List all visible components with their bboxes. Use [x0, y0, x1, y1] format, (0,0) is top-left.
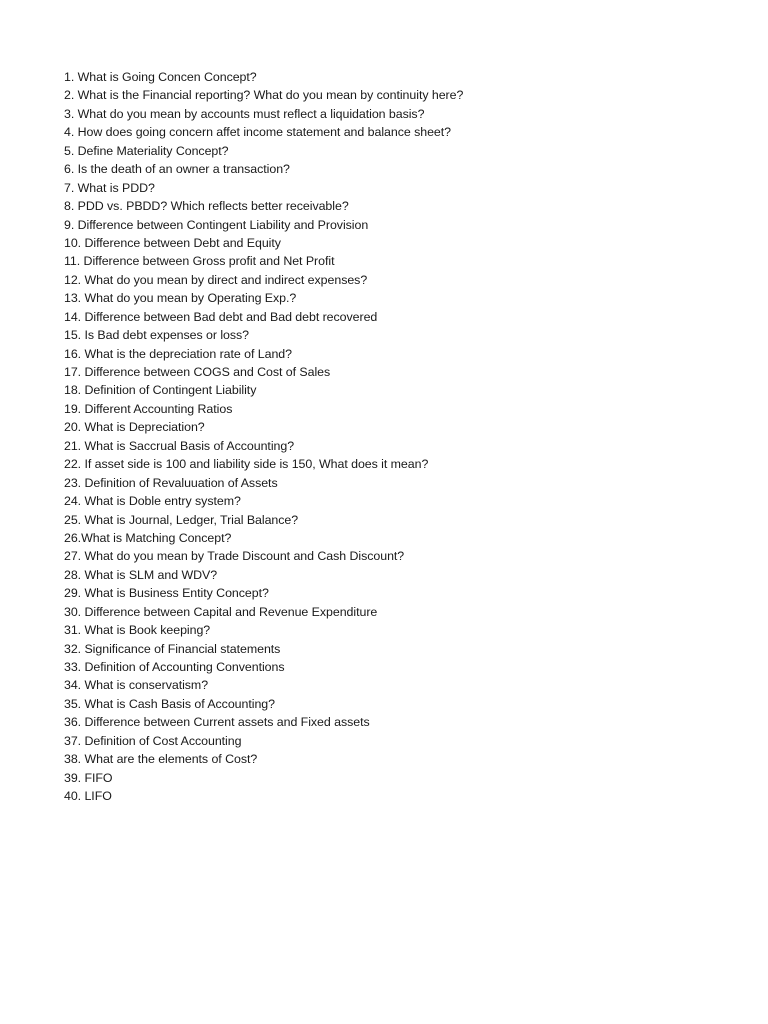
question-item: 12. What do you mean by direct and indirect expenses? — [64, 272, 368, 287]
question-item: 16. What is the depreciation rate of Land? — [64, 346, 292, 361]
question-item: 11. Difference between Gross profit and Net Profit — [64, 254, 335, 269]
question-item: 33. Definition of Accounting Conventions — [64, 660, 285, 674]
question-item: 14. Difference between Bad debt and Bad debt recovered — [64, 309, 378, 324]
question-item: 35. What is Cash Basis of Accounting? — [64, 696, 275, 711]
question-item: 15. Is Bad debt expenses or loss? — [64, 328, 250, 343]
question-item: 26.What is Matching Concept? — [64, 530, 232, 545]
question-item: 6. Is the death of an owner a transaction? — [64, 162, 290, 177]
question-item: 22. If asset side is 100 and liability side is 150, What does it mean? — [64, 457, 429, 472]
question-list — [64, 68, 463, 806]
question-item: 34. What is conservatism? — [64, 678, 209, 693]
question-item: 40. LIFO — [64, 789, 112, 804]
question-item: 18. Definition of Contingent Liability — [64, 383, 257, 398]
question-item: 37. Definition of Cost Accounting — [64, 733, 242, 748]
question-item: 27. What do you mean by Trade Discount and Cash Discount? — [64, 549, 405, 564]
question-item: 1. What is Going Concen Concept? — [64, 70, 257, 84]
question-item: 39. FIFO — [64, 770, 113, 785]
question-item: 30. Difference between Capital and Revenue Expenditure — [64, 604, 378, 619]
question-item: 5. Define Materiality Concept? — [64, 143, 229, 158]
question-item: 17. Difference between COGS and Cost of Sales — [64, 365, 331, 379]
question-item: 23. Definition of Revaluuation of Assets — [64, 475, 278, 490]
question-item: 38. What are the elements of Cost? — [64, 752, 258, 767]
question-item: 28. What is SLM and WDV? — [64, 567, 218, 582]
question-item: 9. Difference between Contingent Liability and Provision — [64, 217, 369, 232]
question-item: 31. What is Book keeping? — [64, 623, 211, 638]
question-item: 25. What is Journal, Ledger, Trial Balance? — [64, 512, 299, 527]
question-item: 36. Difference between Current assets and Fixed assets — [64, 715, 370, 730]
question-item: 19. Different Accounting Ratios — [64, 401, 233, 416]
question-item: 10. Difference between Debt and Equity — [64, 235, 281, 250]
question-item: 24. What is Doble entry system? — [64, 494, 241, 509]
question-item: 20. What is Depreciation? — [64, 420, 205, 435]
question-item: 7. What is PDD? — [64, 180, 155, 195]
question-item: 21. What is Saccrual Basis of Accounting? — [64, 438, 295, 453]
question-item: 3. What do you mean by accounts must reflect a liquidation basis? — [64, 106, 425, 121]
question-item: 8. PDD vs. PBDD? Which reflects better receivable? — [64, 199, 349, 214]
question-item: 32. Significance of Financial statements — [64, 641, 281, 656]
question-item: 4. How does going concern affet income statement and balance sheet? — [64, 125, 451, 140]
question-item: 29. What is Business Entity Concept? — [64, 586, 269, 601]
question-item: 13. What do you mean by Operating Exp.? — [64, 291, 297, 306]
question-item: 2. What is the Financial reporting? What do you mean by continuity here? — [64, 88, 464, 103]
